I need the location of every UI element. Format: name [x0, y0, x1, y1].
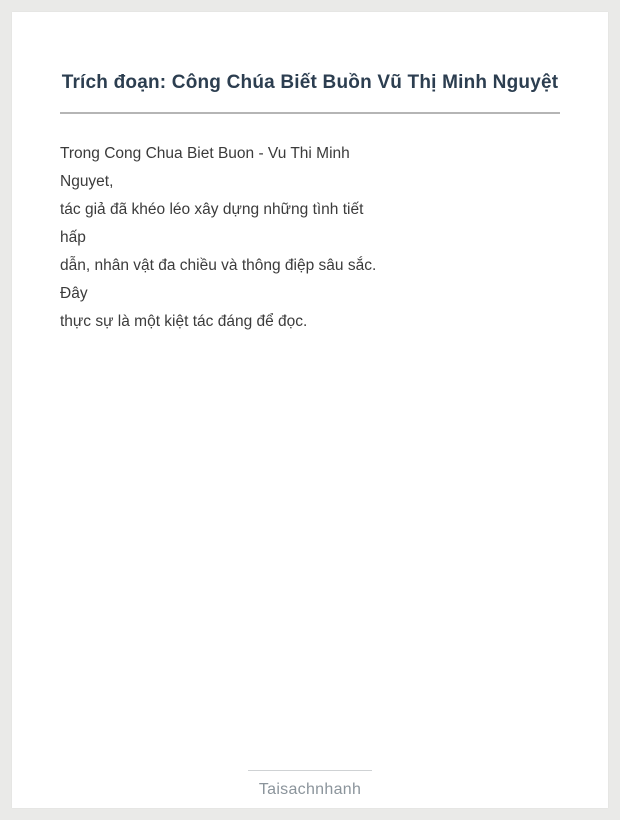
excerpt-line: dẫn, nhân vật đa chiều và thông điệp sâu sắc.: [60, 257, 377, 274]
excerpt-line: tác giả đã khéo léo xây dựng những tình tiết: [60, 201, 364, 218]
page-footer: [12, 770, 608, 800]
footer-brand: Taisachnhanh: [258, 781, 362, 798]
title-divider: [60, 112, 560, 114]
excerpt-line: Nguyet,: [60, 173, 114, 190]
excerpt-line: hấp: [60, 229, 86, 246]
excerpt-line: Trong Cong Chua Biet Buon - Vu Thi Minh: [60, 145, 350, 162]
document-card: [12, 12, 608, 808]
excerpt-line: Đây: [60, 285, 88, 302]
excerpt-paragraph: [60, 140, 560, 336]
footer-divider: [248, 770, 372, 771]
page-title: Trích đoạn: Công Chúa Biết Buồn Vũ Thị Minh Nguyệt: [61, 72, 559, 93]
document-content: [12, 12, 608, 336]
excerpt-line: thực sự là một kiệt tác đáng để đọc.: [60, 313, 308, 330]
